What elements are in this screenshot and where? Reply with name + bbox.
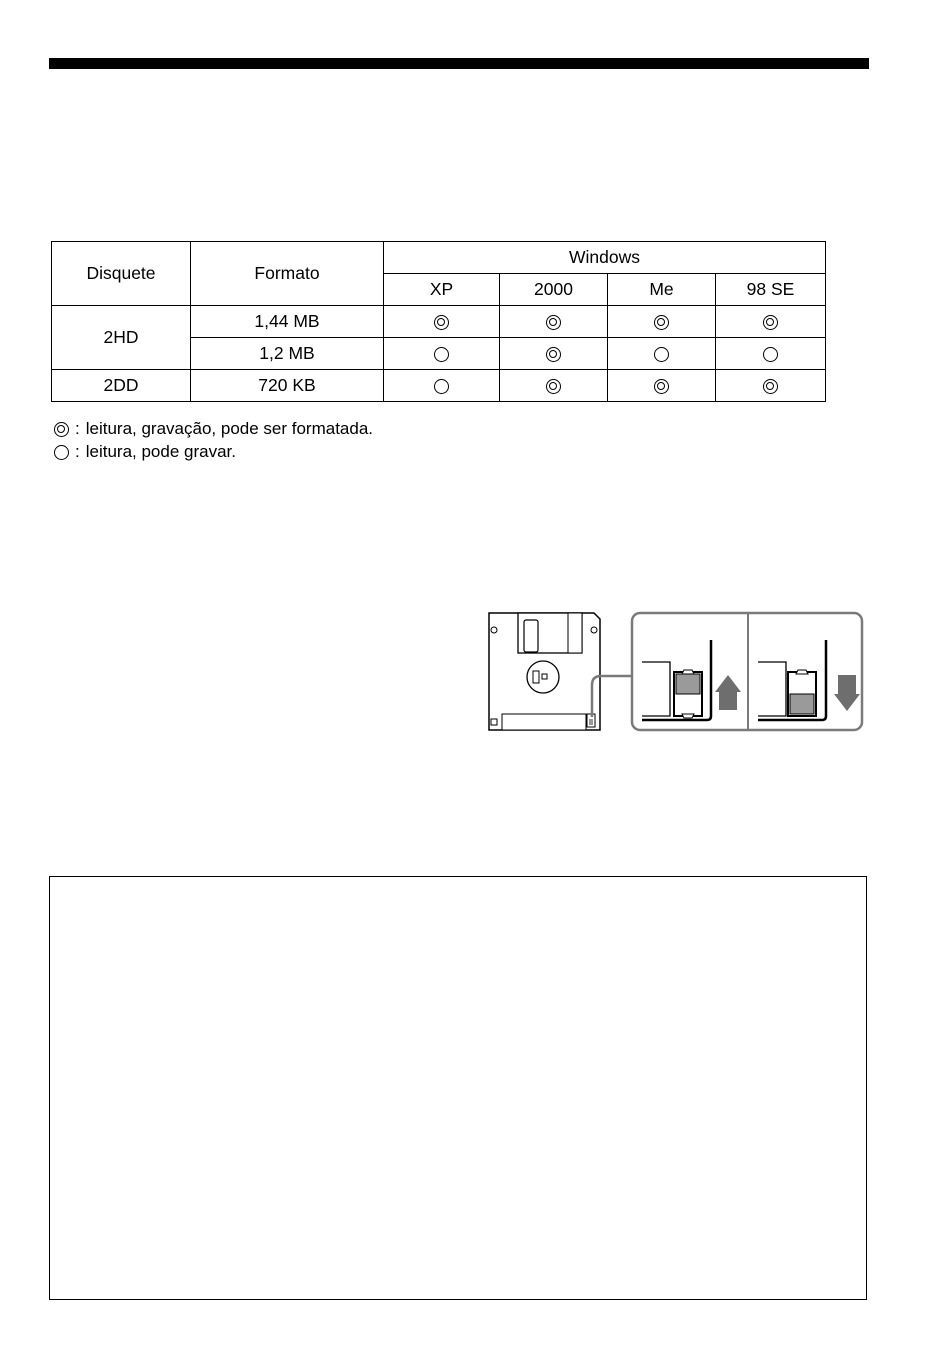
support-cell: [384, 338, 500, 370]
support-cell: [716, 338, 826, 370]
notice-box: [49, 876, 867, 1300]
double-circle-icon: [546, 379, 561, 394]
legend-double-text: leitura, gravação, pode ser formatada.: [85, 419, 374, 438]
compatibility-table: [51, 241, 826, 402]
header-os-xp: XP: [384, 274, 500, 306]
top-rule: [49, 58, 869, 69]
support-cell: [716, 370, 826, 402]
header-os-me: Me: [608, 274, 716, 306]
table-row: [52, 370, 826, 402]
double-circle-icon: [763, 379, 778, 394]
format-cell: 720 KB: [191, 370, 384, 402]
double-circle-icon: [654, 315, 669, 330]
legend-colon: :: [75, 442, 80, 461]
double-circle-icon: [546, 315, 561, 330]
double-circle-icon: [434, 315, 449, 330]
support-cell: [384, 306, 500, 338]
legend-single-text: leitura, pode gravar.: [85, 442, 236, 461]
circle-icon: [434, 379, 449, 394]
header-disquete: Disquete: [52, 242, 191, 306]
floppy-disk-illustration: [486, 610, 866, 735]
support-cell: [500, 370, 608, 402]
support-cell: [500, 338, 608, 370]
circle-icon: [434, 347, 449, 362]
legend-single: [54, 441, 236, 463]
double-circle-icon: [546, 347, 561, 362]
disk-type-cell: 2HD: [52, 306, 191, 370]
circle-icon: [763, 347, 778, 362]
table-row: [52, 306, 826, 338]
header-windows: Windows: [384, 242, 826, 274]
floppy-disk-icon: [489, 613, 600, 730]
header-formato: Formato: [191, 242, 384, 306]
double-circle-icon: [763, 315, 778, 330]
support-cell: [608, 306, 716, 338]
support-cell: [608, 338, 716, 370]
legend-double: [54, 418, 373, 440]
support-cell: [608, 370, 716, 402]
double-circle-icon: [54, 422, 69, 437]
legend-colon: :: [75, 419, 80, 438]
double-circle-icon: [654, 379, 669, 394]
support-cell: [384, 370, 500, 402]
support-cell: [716, 306, 826, 338]
support-cell: [500, 306, 608, 338]
header-os-2000: 2000: [500, 274, 608, 306]
disk-type-cell: 2DD: [52, 370, 191, 402]
circle-icon: [654, 347, 669, 362]
circle-icon: [54, 445, 69, 460]
format-cell: 1,2 MB: [191, 338, 384, 370]
format-cell: 1,44 MB: [191, 306, 384, 338]
header-os-98se: 98 SE: [716, 274, 826, 306]
